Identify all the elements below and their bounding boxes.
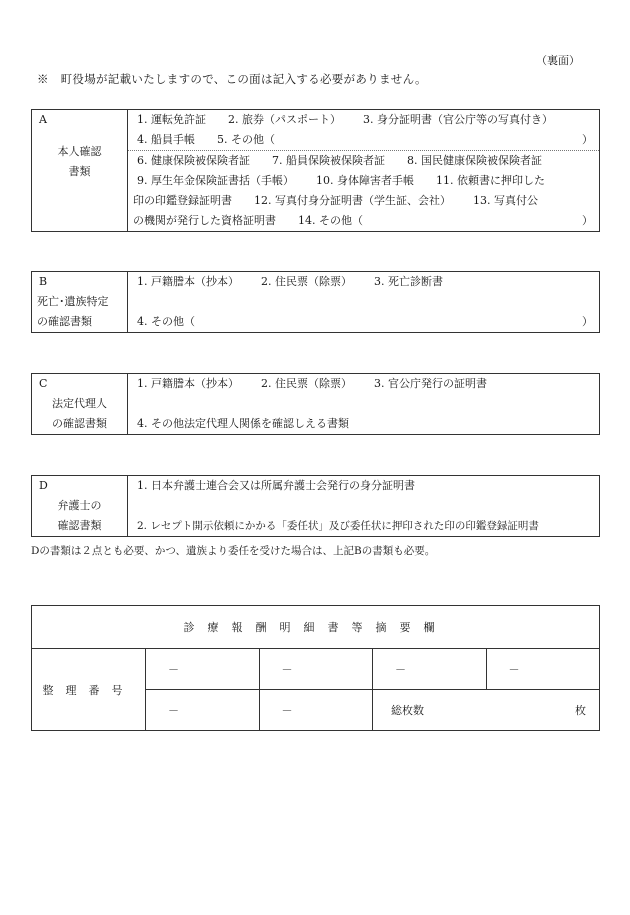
item-text: 1. 戸籍謄本（抄本）: [137, 377, 239, 390]
item-text: 12. 写真付身分証明書（学生証、会社）: [254, 194, 451, 207]
item-text: 13. 写真付公: [473, 194, 538, 207]
item-text: 9. 厚生年金保険証書括（手帳）: [137, 174, 294, 187]
section-a-row: [128, 130, 599, 150]
item-text: ）: [582, 214, 593, 227]
total-pages-unit: 枚: [575, 704, 586, 717]
reference-number-label: 整理番号: [32, 649, 146, 731]
section-d-code: D: [39, 479, 48, 492]
item-text: 2. 住民票（除票）: [261, 275, 352, 288]
section-a-row: [128, 110, 599, 130]
item-text: 11. 依頼書に押印した: [436, 174, 545, 187]
item-text: 4. その他（: [137, 315, 195, 328]
item-text: 2. 住民票（除票）: [261, 377, 352, 390]
section-c-label: [32, 374, 128, 435]
section-a-code: A: [39, 113, 47, 126]
section-b-row: [128, 312, 599, 332]
section-c-label-line-1: 法定代理人: [52, 397, 107, 410]
item-text: 8. 国民健康保険被保険者証: [407, 154, 542, 167]
section-b-table: [31, 271, 600, 333]
page-side-label: （裏面）: [536, 54, 580, 67]
section-a-items: [128, 110, 600, 232]
reference-number-field[interactable]: －: [259, 649, 373, 690]
section-a-row: [128, 150, 599, 171]
item-text: 10. 身体障害者手帳: [316, 174, 414, 187]
footnote: Dの書類は２点とも必要、かつ、遺族より委任を受けた場合は、上記Bの書類も必要。: [31, 545, 436, 557]
section-a-table: [31, 109, 600, 232]
total-pages-field[interactable]: [373, 690, 600, 731]
item-text: 4. その他法定代理人関係を確認しえる書類: [137, 417, 349, 430]
section-b-label-line-2: の確認書類: [37, 315, 92, 328]
section-b-row: [128, 272, 599, 292]
item-text: 5. その他（: [217, 133, 275, 146]
section-b-code: B: [39, 275, 48, 288]
section-a-label-line-1: 本人確認: [57, 145, 102, 158]
reference-number-field[interactable]: －: [259, 690, 373, 731]
item-text: 7. 船員保険被保険者証: [272, 154, 385, 167]
summary-table: [31, 605, 600, 731]
total-pages-label: 総枚数: [391, 704, 424, 717]
item-text: 6. 健康保険被保険者証: [137, 154, 250, 167]
section-a-label: [32, 110, 128, 232]
section-d-items: [128, 476, 600, 537]
item-text: 1. 日本弁護士連合会又は所属弁護士会発行の身分証明書: [137, 479, 415, 492]
reference-number-field[interactable]: －: [486, 649, 600, 690]
item-text: 3. 官公庁発行の証明書: [374, 377, 487, 390]
item-text: の機関が発行した資格証明書: [133, 214, 276, 227]
item-text: 2. 旅券（パスポート）: [228, 113, 341, 126]
reference-number-field[interactable]: －: [373, 649, 487, 690]
section-b-items: [128, 272, 600, 333]
reference-number-field[interactable]: －: [146, 690, 260, 731]
section-a-label-line-2: 書類: [68, 165, 91, 178]
item-text: 14. その他（: [298, 214, 363, 227]
section-d-label-line-1: 弁護士の: [57, 499, 102, 512]
section-d-row: [128, 476, 599, 496]
section-a-row: [128, 191, 599, 211]
section-c-row: [128, 414, 599, 434]
item-text: ）: [582, 315, 593, 328]
section-a-row: [128, 171, 599, 191]
section-b-label: [32, 272, 128, 333]
notice-text: ※ 町役場が記載いたしますので、この面は記入する必要がありません。: [37, 72, 427, 86]
item-text: 1. 戸籍謄本（抄本）: [137, 275, 239, 288]
section-b-label-line-1: 死亡･遺族特定: [37, 295, 109, 308]
section-c-code: C: [39, 377, 48, 390]
section-d-table: [31, 475, 600, 537]
item-text: 1. 運転免許証: [137, 113, 206, 126]
section-a-row: [128, 211, 599, 231]
section-c-row: [128, 374, 599, 394]
section-c-label-line-2: の確認書類: [52, 417, 107, 430]
item-text: 印の印鑑登録証明書: [133, 194, 232, 207]
section-c-items: [128, 374, 600, 435]
item-text: ）: [582, 133, 593, 146]
section-c-table: [31, 373, 600, 435]
section-d-row: [128, 516, 599, 536]
section-d-label: [32, 476, 128, 537]
item-text: 4. 船員手帳: [137, 133, 195, 146]
item-text: 3. 身分証明書（官公庁等の写真付き）: [363, 113, 553, 126]
summary-title: 診療報酬明細書等摘要欄: [32, 606, 600, 649]
reference-number-field[interactable]: －: [146, 649, 260, 690]
item-text: 3. 死亡診断書: [374, 275, 443, 288]
item-text: 2. レセプト開示依頼にかかる「委任状」及び委任状に押印された印の印鑑登録証明書: [137, 520, 539, 532]
section-d-label-line-2: 確認書類: [57, 519, 102, 532]
